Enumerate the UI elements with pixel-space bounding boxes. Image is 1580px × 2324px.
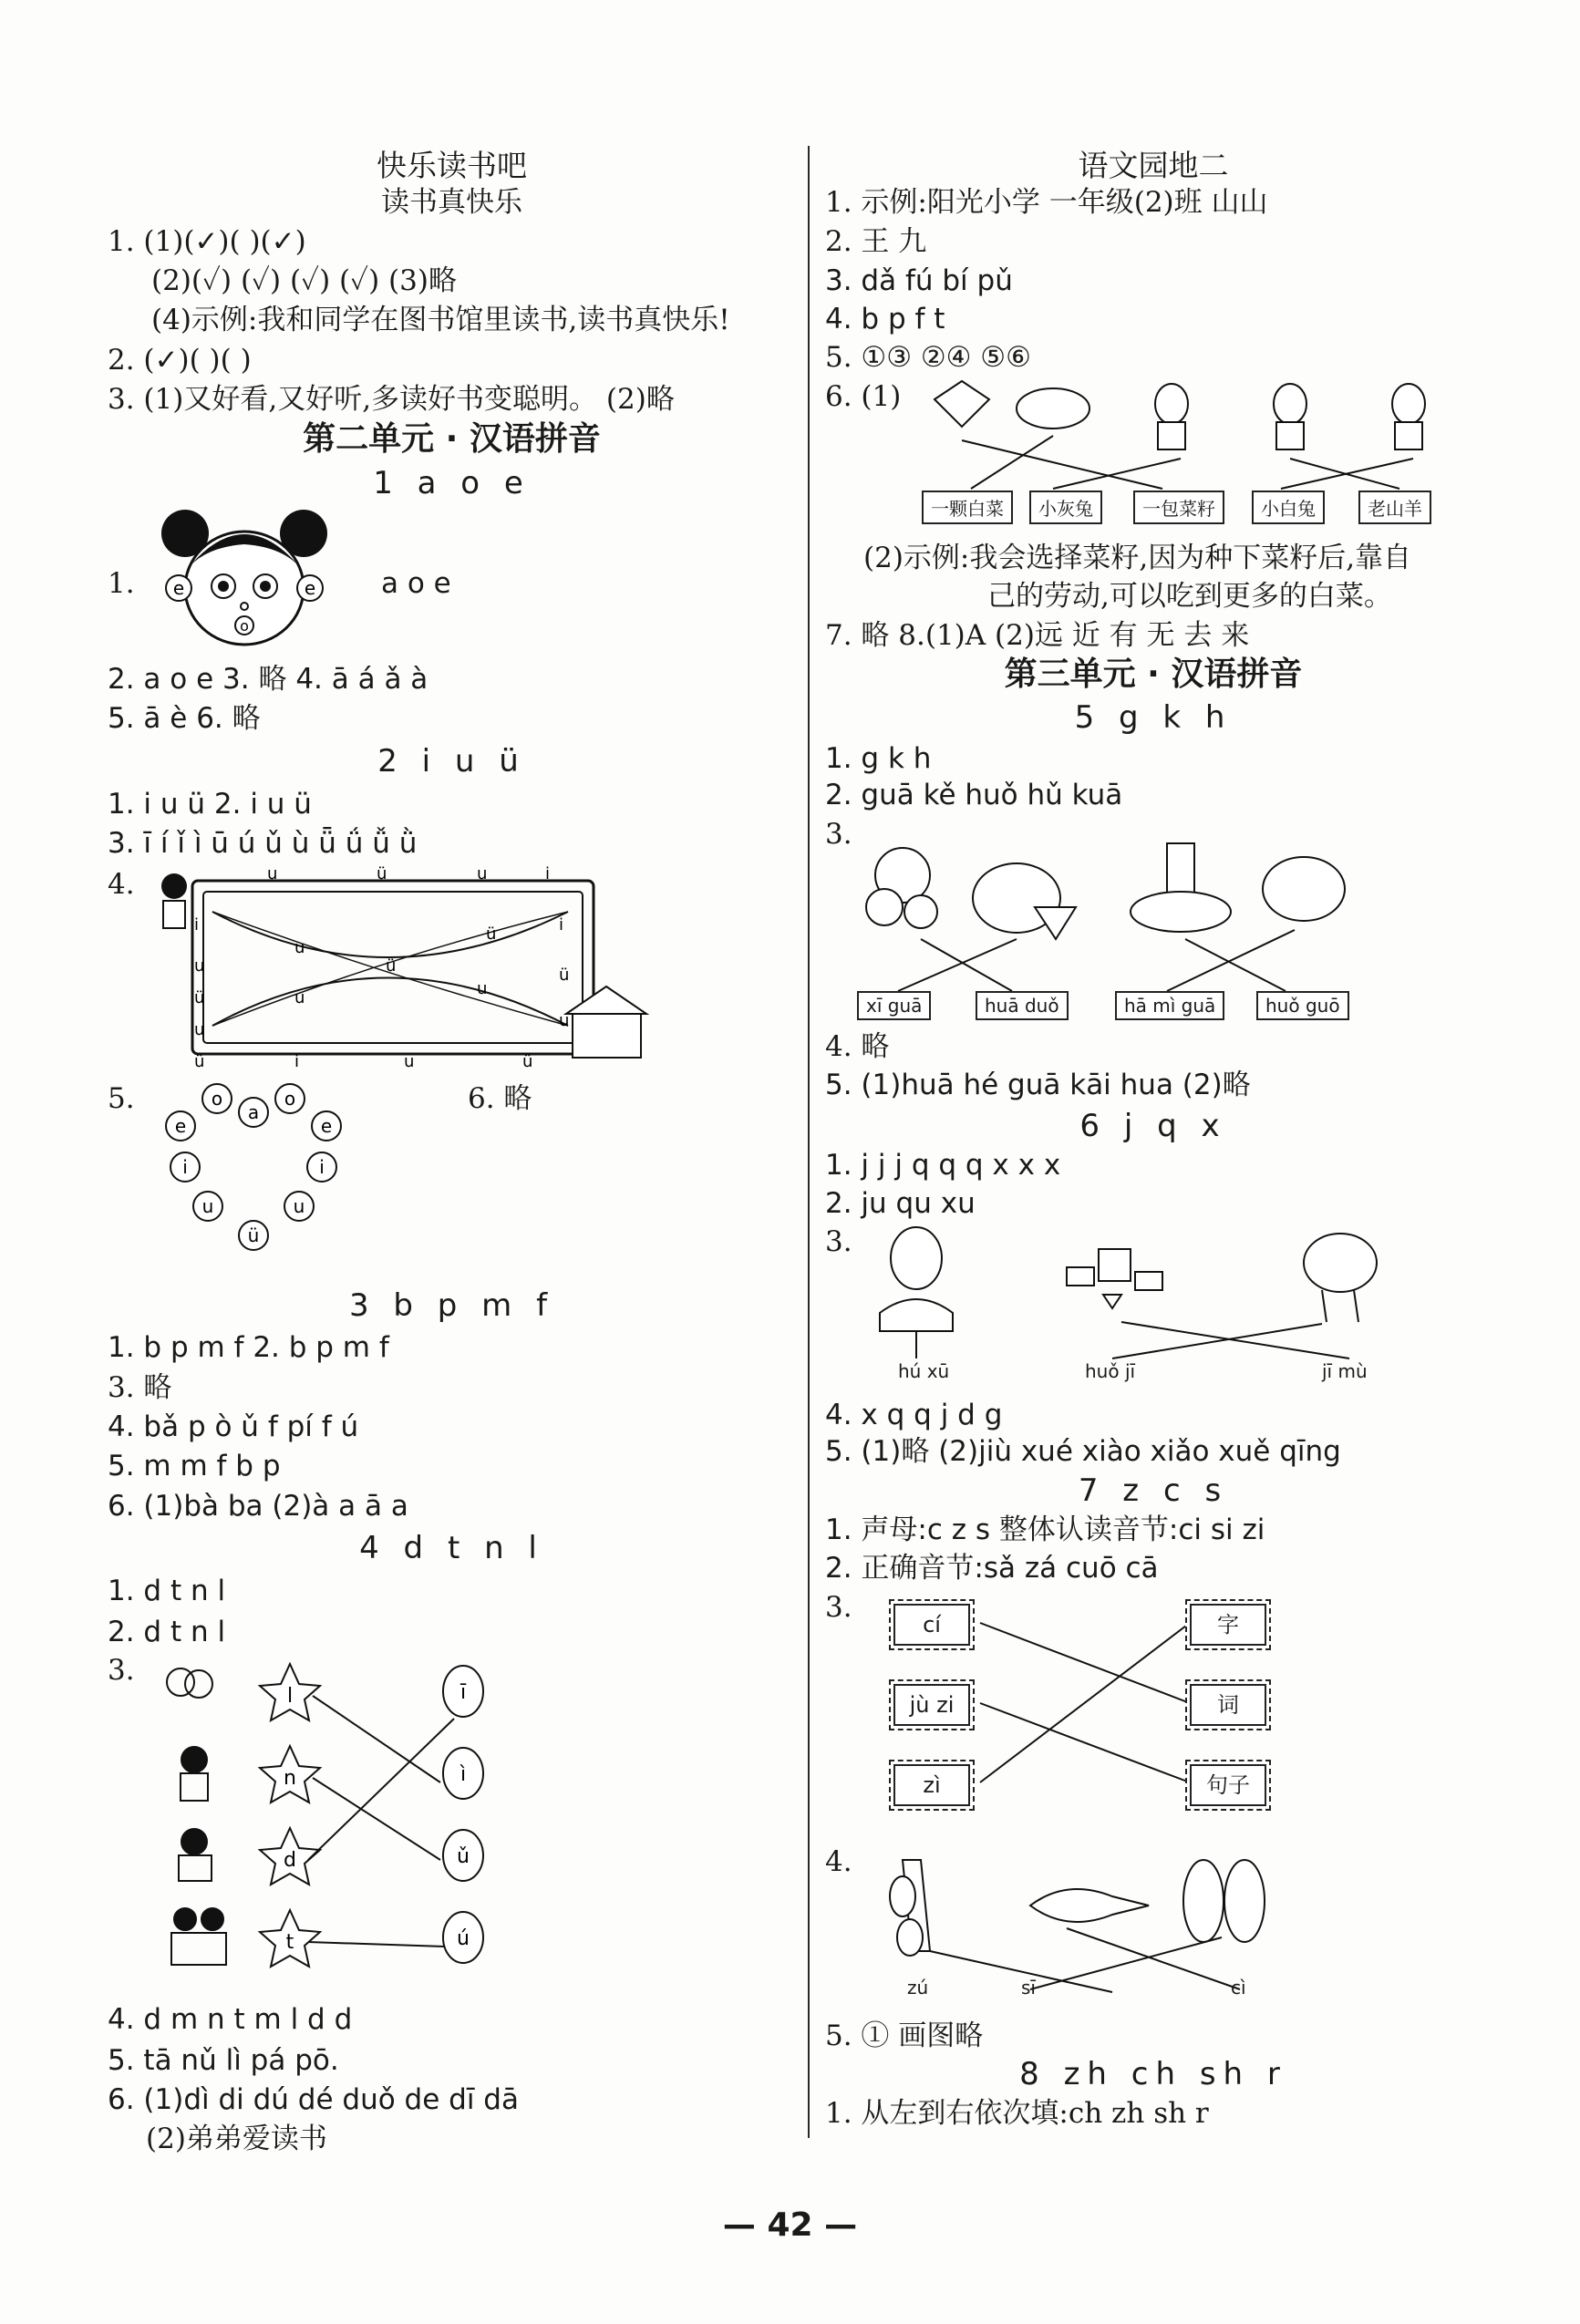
question-number: 3. [108,1654,135,1687]
answer-line: 7. 略 8.(1)A (2)远 近 有 无 去 来 [825,619,1250,652]
answer-line: 1. i u ü 2. i u ü [108,788,312,821]
answer-line: (2)(✓) (✓) (✓) (✓) (3)略 [151,264,457,297]
heart-letter: o [284,1088,296,1110]
answer-line: 3. ī í ǐ ì ū ú ǔ ù ǖ ǘ ǚ ǜ [108,827,418,860]
question-number: 6. (1) [825,380,902,413]
word-matching [889,1596,1299,1823]
picture-label: hú xū [898,1360,950,1382]
answer-line: 2. a o e 3. 略 4. ā á ǎ à [108,663,429,696]
maze-label: ü [522,1052,533,1071]
face-letter-e: e [304,577,316,599]
maze-label: u [267,864,278,883]
match-box: xī guā [857,991,931,1020]
picture-label: sī [1021,1977,1036,1999]
answer-line: 6. (1)bà ba (2)à a ā a [108,1490,408,1523]
unit-title: 第二单元 · 汉语拼音 [303,420,601,458]
answer-line: 6. (1)dì di dú dé duǒ de dī dā [108,2083,519,2116]
answer-line: 1. (1)(✓)( )(✓) [108,225,306,258]
lesson-title: 6 j q x [1079,1108,1227,1144]
pinyin-box: cí [889,1599,975,1650]
question-number: 4. [825,1845,852,1878]
question-number: 3. [825,1225,852,1258]
answer-line: (4)示例:我和同学在图书馆里读书,读书真快乐! [151,304,730,336]
face-letter-o: o [240,617,249,635]
answer-line: 5. m m f b p [108,1450,281,1482]
maze-label: u [477,864,488,883]
maze-label: i [294,1052,300,1071]
lesson-title: 2 i u ü [377,743,526,780]
heart-letter: i [182,1156,188,1178]
section-subtitle: 读书真快乐 [381,186,522,219]
column-divider [808,146,810,2138]
character-box: 字 [1185,1599,1271,1650]
lesson-title: 7 z c s [1078,1472,1229,1509]
maze-label: u [404,1052,415,1071]
picture-label: cì [1231,1977,1246,1999]
answer-line: 4. bǎ p ò ǔ f pí f ú [108,1410,359,1443]
maze-label: i [194,915,200,935]
maze-label: u [194,956,205,976]
answer-line: 3. (1)又好看,又好听,多读好书变聪明。 (2)略 [108,383,675,416]
maze-label: u [559,1011,570,1030]
heart-letter: u [293,1195,305,1217]
picture-label: jī mù [1322,1360,1368,1382]
answer-line: 5. tā nǔ lì pá pō. [108,2044,339,2077]
answer-line: 5. ① 画图略 [825,2019,984,2052]
lesson-title: 8 zh ch sh r [1019,2056,1287,2092]
unit-title: 第三单元 · 汉语拼音 [1004,656,1303,693]
answer-line: 1. j j j q q q x x x [825,1149,1061,1182]
question-number: 5. [108,1082,135,1115]
maze-labels [194,864,569,1071]
star-balloon-matching [162,1655,527,1992]
answer-line: 4. x q q j d g [825,1399,1003,1431]
balloon-letter: ú [457,1927,470,1950]
maze-label: ü [377,864,387,883]
maze-label: u [477,979,488,998]
answer-line: 1. g k h [825,742,932,775]
pinyin-box: jù zi [889,1679,975,1730]
star-letter: d [284,1849,296,1872]
answer-line: 2. d t n l [108,1616,226,1648]
girl-face-illustration [149,506,349,652]
answer-line: (2)示例:我会选择菜籽,因为种下菜籽后,靠自 [863,542,1412,574]
answer-line: 己的劳动,可以吃到更多的白菜。 [987,580,1392,613]
pinyin-box: zì [889,1760,975,1811]
answer-line: 6. 略 [468,1082,532,1115]
question-number: 3. [825,818,852,851]
maze-label: u [294,938,305,957]
face-letter-e: e [172,577,185,599]
question-number: 3. [825,1591,852,1624]
maze-label: i [545,864,551,883]
maze-label: ü [486,924,497,944]
answer-line: 4. b p f t [825,303,945,336]
heart-letter: a [247,1101,260,1123]
heart-letter: u [201,1195,214,1217]
answer-line: 3. dǎ fú bí pǔ [825,264,1013,297]
question-number: 4. [108,868,135,901]
answer-line: (2)弟弟爱读书 [146,2123,327,2155]
balloon-letter: ì [460,1763,467,1786]
answer-line: 2. ju qu xu [825,1187,976,1220]
match-box: 小灰兔 [1029,491,1102,524]
cabbage-matching [916,372,1463,527]
star-letter: l [286,1685,294,1708]
answer-line: 5. (1)huā hé guā kāi hua (2)略 [825,1069,1251,1101]
match-box: 一颗白菜 [922,491,1013,524]
heart-letter: e [174,1115,187,1137]
answer-line: 5. ā è 6. 略 [108,702,261,735]
match-box: 一包菜籽 [1133,491,1224,524]
maze-label: ü [386,956,397,976]
answer-line: 1. 示例:阳光小学 一年级(2)班 山山 [825,186,1268,219]
section-title: 快乐读书吧 [377,148,527,183]
lesson-title: 5 g k h [1074,699,1233,736]
heart-letter-illustration [153,1071,354,1254]
answer-line: 2. (✓)( )( ) [108,344,252,377]
picture-label: huǒ jī [1085,1360,1136,1382]
maze-illustration [158,864,668,1071]
star-letter: n [284,1767,296,1790]
match-box: 老山羊 [1358,491,1431,524]
maze-label: i [559,915,564,935]
match-box: 小白兔 [1252,491,1325,524]
match-box: hā mì guā [1115,991,1224,1020]
answer-line: a o e [381,567,451,600]
fruit-matching [857,825,1368,1017]
answer-line: 2. 正确音节:sǎ zá cuō cā [825,1552,1159,1585]
lesson-title: 4 d t n l [359,1530,544,1566]
answer-line: 5. ①③ ②④ ⑤⑥ [825,341,1031,374]
balloon-letter: ī [460,1681,467,1704]
answer-line: 1. 从左到右依次填:ch zh sh r [825,2097,1209,2130]
balloon-letter: ǔ [457,1845,470,1868]
match-box: huā duǒ [976,991,1069,1020]
body-part-matching [884,1842,1322,2001]
maze-label: u [294,988,305,1007]
section-title: 语文园地二 [1078,148,1229,183]
answer-line: 2. guā kě huǒ hǔ kuā [825,779,1123,811]
maze-label: u [194,1020,205,1039]
character-box: 句子 [1185,1760,1271,1811]
match-box: huǒ guō [1256,991,1349,1020]
answer-line: 5. (1)略 (2)jiù xué xiào xiǎo xuě qīng [825,1435,1341,1468]
answer-line: 3. 略 [108,1371,172,1404]
heart-letter: i [319,1156,325,1178]
maze-label: ü [194,988,205,1007]
lesson-title: 1 a o e [373,465,531,501]
person-matching [875,1222,1422,1381]
character-box: 词 [1185,1679,1271,1730]
answer-line: 1. d t n l [108,1575,226,1607]
page-number: — 42 — [722,2206,858,2244]
answer-line: 4. 略 [825,1030,890,1063]
star-letter: t [285,1931,294,1954]
maze-label: ü [194,1052,205,1071]
maze-label: ü [559,966,570,985]
answer-line: 2. 王 九 [825,225,927,258]
answer-line: 1. 声母:c z s 整体认读音节:ci si zi [825,1513,1265,1546]
heart-letter: o [211,1088,223,1110]
picture-label: zú [907,1977,929,1999]
question-number: 1. [108,567,135,600]
answer-line: 1. b p m f 2. b p m f [108,1331,389,1364]
heart-letter: e [320,1115,333,1137]
heart-letter: ü [247,1224,260,1246]
lesson-title: 3 b p m f [348,1287,555,1324]
answer-line: 4. d m n t m l d d [108,2003,353,2036]
